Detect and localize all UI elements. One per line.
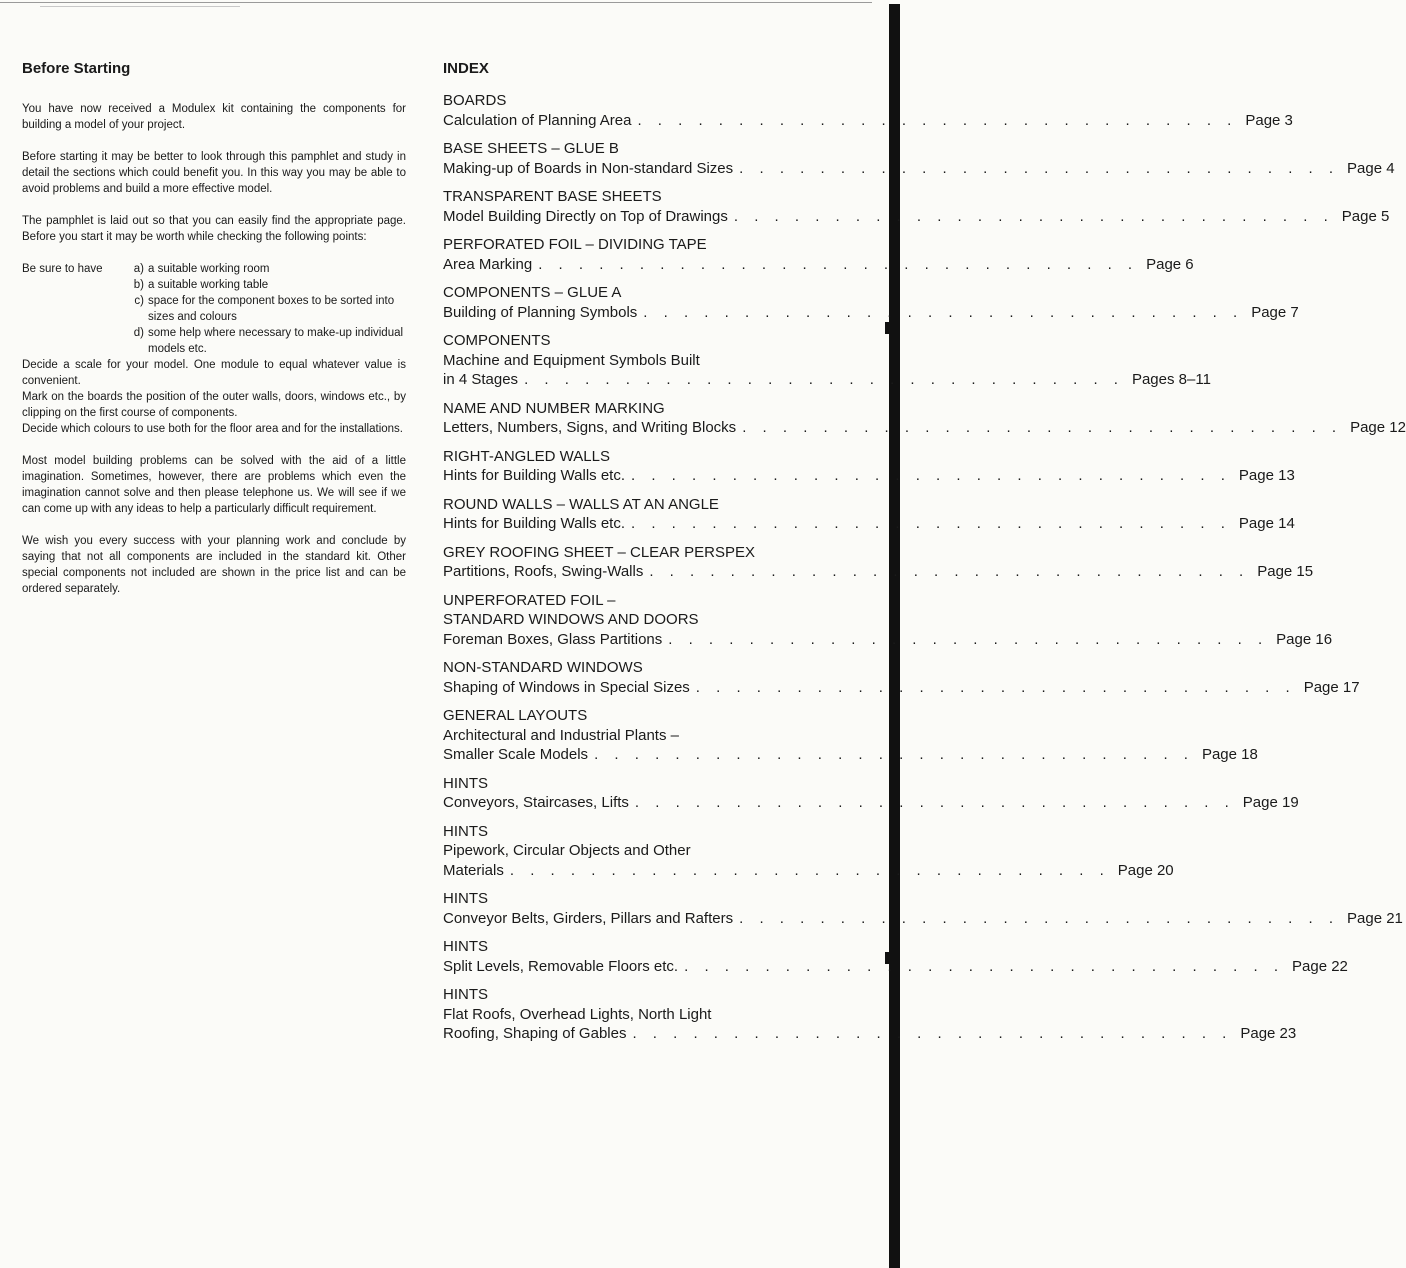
checklist-text: some help where necessary to make-up individual models etc.: [148, 327, 404, 355]
index-entry-heading: NAME AND NUMBER MARKING: [443, 399, 665, 417]
dot-leader: . . . . . . . . . . . . . . . . . . . . . . . . . . . . . .: [739, 159, 1340, 177]
index-entry: [443, 889, 1403, 928]
index-entry-description: Making-up of Boards in Non-standard Sizes: [443, 159, 734, 177]
index-entry-description: Foreman Boxes, Glass Partitions: [443, 630, 663, 648]
index-entry-heading: PERFORATED FOIL – DIVIDING TAPE: [443, 236, 707, 253]
index-entry-description: Area Marking: [443, 255, 533, 273]
checklist-letter: d): [133, 327, 144, 339]
index-entry-row: [443, 745, 1258, 765]
before-starting-heading: Before Starting: [22, 60, 131, 77]
index-entry-heading: HINTS: [443, 822, 488, 840]
index-entry-heading: HINTS: [443, 986, 488, 1003]
instructions-block: [22, 357, 406, 437]
index-entry-page: Page 5: [1341, 207, 1390, 225]
index-entry-page: Page 4: [1347, 159, 1395, 177]
before-starting-section: [22, 60, 406, 613]
index-entry-page: Page 13: [1238, 467, 1295, 484]
index-entry-subheading: STANDARD WINDOWS AND DOORS: [443, 611, 699, 628]
index-entry-page: Page 22: [1292, 957, 1348, 975]
index-entry-row: [443, 466, 1295, 486]
dot-leader: . . . . . . . . . . . . . . . . . . . . . . . . . . . . . .: [509, 861, 1110, 879]
index-entry-heading: RIGHT-ANGLED WALLS: [443, 447, 610, 465]
index-entry-description: Conveyor Belts, Girders, Pillars and Rafters: [443, 909, 734, 927]
index-entry-row: [443, 111, 1293, 131]
dot-leader: . . . . . . . . . . . . . . . . . . . . . . . . . . . . . .: [684, 957, 1284, 975]
index-entry-subheading: Pipework, Circular Objects and Other: [443, 842, 691, 859]
index-entry-row: [443, 303, 1299, 323]
index-entry-row: [443, 909, 1403, 929]
index-entry: [443, 447, 1295, 486]
checklist-item: [22, 293, 406, 325]
index-entry-page: Pages 8–11: [1131, 371, 1211, 388]
closing-paragraph: Most model building problems can be solved with the aid of a little imagination. Sometimes, however, there are problems which even the imagination cannot solve and then please telephone us. We will see if we can come up with any ideas to help a particularly difficult requirement.: [22, 455, 406, 515]
dot-leader: . . . . . . . . . . . . . . . . . . . . . . . . . . . . . .: [632, 1025, 1233, 1042]
index-entry-description: Conveyors, Staircases, Lifts: [443, 794, 629, 811]
checklist-text: space for the component boxes to be sorted into sizes and colours: [148, 295, 395, 323]
checklist-item: [22, 277, 406, 293]
checklist-item: [22, 325, 406, 357]
index-entry-heading: GREY ROOFING SHEET – CLEAR PERSPEX: [443, 543, 756, 561]
index-entry-row: [443, 255, 1194, 275]
index-entry-page: Page 18: [1201, 746, 1258, 763]
instruction-line: Decide a scale for your model. One module to equal whatever value is convenient.: [22, 359, 406, 387]
dot-leader: . . . . . . . . . . . . . . . . . . . . . . . . . . . . . .: [594, 746, 1194, 763]
closing-paragraph: We wish you every success with your planning work and conclude by saying that not all components are included in the standard kit. Other special components not included are shown in the price list and can be ordered separately.: [22, 535, 406, 595]
top-rule: [0, 2, 872, 3]
checklist-lead: Be sure to have: [22, 263, 103, 275]
checklist-text: a suitable working room: [148, 263, 270, 275]
index-entry-page: Page 17: [1303, 678, 1360, 696]
index-entry-heading: UNPERFORATED FOIL –: [443, 591, 616, 609]
index-entry-row: [443, 159, 1395, 179]
index-entry-heading: COMPONENTS: [443, 332, 551, 349]
index-entry: [443, 706, 1258, 765]
index-entry-page: Page 6: [1146, 255, 1194, 273]
index-entry: [443, 139, 1395, 178]
index-entry-subheading: Architectural and Industrial Plants –: [443, 726, 679, 744]
checklist-text: a suitable working table: [148, 279, 269, 291]
scan-edge-notch: [885, 322, 889, 334]
index-entry-heading: BASE SHEETS – GLUE B: [443, 140, 619, 157]
index-entry: [443, 822, 1174, 881]
index-entry-description: Calculation of Planning Area: [443, 111, 632, 129]
index-entry-description: Smaller Scale Models: [443, 746, 589, 763]
index-entry: [443, 495, 1295, 534]
index-entry: [443, 543, 1314, 582]
dot-leader: . . . . . . . . . . . . . . . . . . . . . . . . . . . . . .: [538, 255, 1139, 273]
index-entry-page: Page 19: [1242, 794, 1299, 811]
index-entry-description: Partitions, Roofs, Swing-Walls: [443, 563, 644, 580]
index-entry-page: Page 16: [1276, 630, 1333, 648]
index-entry-subheading: Flat Roofs, Overhead Lights, North Light: [443, 1005, 712, 1023]
index-entry: [443, 937, 1348, 976]
dot-leader: . . . . . . . . . . . . . . . . . . . . . . . . . . . . . .: [643, 303, 1244, 321]
intro-paragraph: Before starting it may be better to look through this pamphlet and study in detail the sections which could benefit you. In this way you may be able to avoid problems and build a more effective model.: [22, 151, 406, 195]
index-entry: [443, 985, 1297, 1044]
intro-paragraph: You have now received a Modulex kit containing the components for building a model of your project.: [22, 103, 406, 131]
index-entry: [443, 91, 1293, 130]
dot-leader: . . . . . . . . . . . . . . . . . . . . . . . . . . . . . .: [649, 563, 1250, 580]
index-entry-row: [443, 207, 1390, 227]
dot-leader: . . . . . . . . . . . . . . . . . . . . . . . . . . . . . .: [695, 678, 1296, 696]
index-entry-page: Page 7: [1251, 303, 1299, 321]
index-entry-row: [443, 370, 1211, 390]
index-entry-description: Hints for Building Walls etc.: [443, 515, 626, 532]
index-entry-row: [443, 562, 1314, 582]
checklist-letter: a): [133, 263, 144, 275]
index-entry-description: Roofing, Shaping of Gables: [443, 1025, 627, 1042]
index-entry-heading: NON-STANDARD WINDOWS: [443, 659, 643, 676]
index-entry-page: Page 3: [1245, 111, 1293, 129]
index-entry-page: Page 21: [1347, 909, 1403, 927]
index-entry-heading: GENERAL LAYOUTS: [443, 707, 588, 724]
index-entry-row: [443, 630, 1333, 650]
index-entry: [443, 283, 1299, 322]
dot-leader: . . . . . . . . . . . . . . . . . . . . . . . . . . . . . .: [631, 515, 1231, 532]
checklist: [22, 261, 406, 357]
index-entry-row: [443, 793, 1299, 813]
index-entry-description: in 4 Stages: [443, 371, 519, 388]
index-entry-page: Page 14: [1238, 515, 1295, 532]
index-entry-page: Page 23: [1240, 1025, 1297, 1042]
index-entry-row: [443, 957, 1348, 977]
index-entry-row: [443, 418, 1406, 438]
index-entry: [443, 591, 1333, 650]
index-entry-description: Shaping of Windows in Special Sizes: [443, 678, 690, 696]
index-entry-heading: HINTS: [443, 774, 488, 792]
index-entry-page: Page 12: [1350, 419, 1406, 436]
index-entry-page: Page 20: [1117, 861, 1174, 879]
index-entry-row: [443, 678, 1360, 698]
top-rule-faint: [40, 6, 240, 7]
index-entry: [443, 235, 1194, 274]
index-entry: [443, 187, 1390, 226]
index-entry-heading: HINTS: [443, 938, 488, 955]
index-entry: [443, 399, 1406, 438]
index-entry-description: Model Building Directly on Top of Drawings: [443, 207, 728, 225]
checklist-item: [22, 261, 406, 277]
dot-leader: . . . . . . . . . . . . . . . . . . . . . . . . . . . . . .: [739, 909, 1339, 927]
index-entry-row: [443, 861, 1174, 881]
index-entry-description: Split Levels, Removable Floors etc.: [443, 957, 679, 975]
dot-leader: . . . . . . . . . . . . . . . . . . . . . . . . . . . . . .: [742, 419, 1343, 436]
dot-leader: . . . . . . . . . . . . . . . . . . . . . . . . . . . . . .: [733, 207, 1334, 225]
index-entry-subheading: Machine and Equipment Symbols Built: [443, 351, 700, 369]
instruction-line: Decide which colours to use both for the floor area and for the installations.: [22, 423, 403, 435]
index-entry-heading: BOARDS: [443, 92, 507, 109]
index-entry-description: Building of Planning Symbols: [443, 303, 638, 321]
index-entry-heading: ROUND WALLS – WALLS AT AN ANGLE: [443, 495, 719, 513]
checklist-letter: b): [133, 279, 144, 291]
dot-leader: . . . . . . . . . . . . . . . . . . . . . . . . . . . . . .: [637, 111, 1238, 129]
index-list: [443, 91, 1406, 1044]
index-entry: [443, 658, 1360, 697]
index-heading: INDEX: [443, 60, 489, 77]
dot-leader: . . . . . . . . . . . . . . . . . . . . . . . . . . . . . .: [631, 467, 1231, 484]
index-entry-description: Materials: [443, 861, 504, 879]
index-section: [443, 60, 1406, 1053]
dot-leader: . . . . . . . . . . . . . . . . . . . . . . . . . . . . . .: [668, 630, 1269, 648]
index-entry-row: [443, 514, 1295, 534]
index-entry-row: [443, 1024, 1297, 1044]
index-entry: [443, 331, 1211, 390]
index-entry-heading: HINTS: [443, 890, 488, 907]
instruction-line: Mark on the boards the position of the outer walls, doors, windows etc., by clipping on the first course of components.: [22, 391, 406, 419]
index-entry-page: Page 15: [1257, 563, 1314, 580]
index-entry-heading: TRANSPARENT BASE SHEETS: [443, 188, 662, 205]
index-entry-heading: COMPONENTS – GLUE A: [443, 284, 622, 301]
dot-leader: . . . . . . . . . . . . . . . . . . . . . . . . . . . . . .: [634, 794, 1235, 811]
dot-leader: . . . . . . . . . . . . . . . . . . . . . . . . . . . . . .: [524, 371, 1124, 388]
index-entry: [443, 774, 1299, 813]
checklist-letter: c): [134, 295, 144, 307]
index-entry-description: Hints for Building Walls etc.: [443, 467, 626, 484]
intro-paragraph: The pamphlet is laid out so that you can easily find the appropriate page. Before you start it may be worth while checking the following points:: [22, 215, 406, 243]
index-entry-description: Letters, Numbers, Signs, and Writing Blocks: [443, 419, 737, 436]
